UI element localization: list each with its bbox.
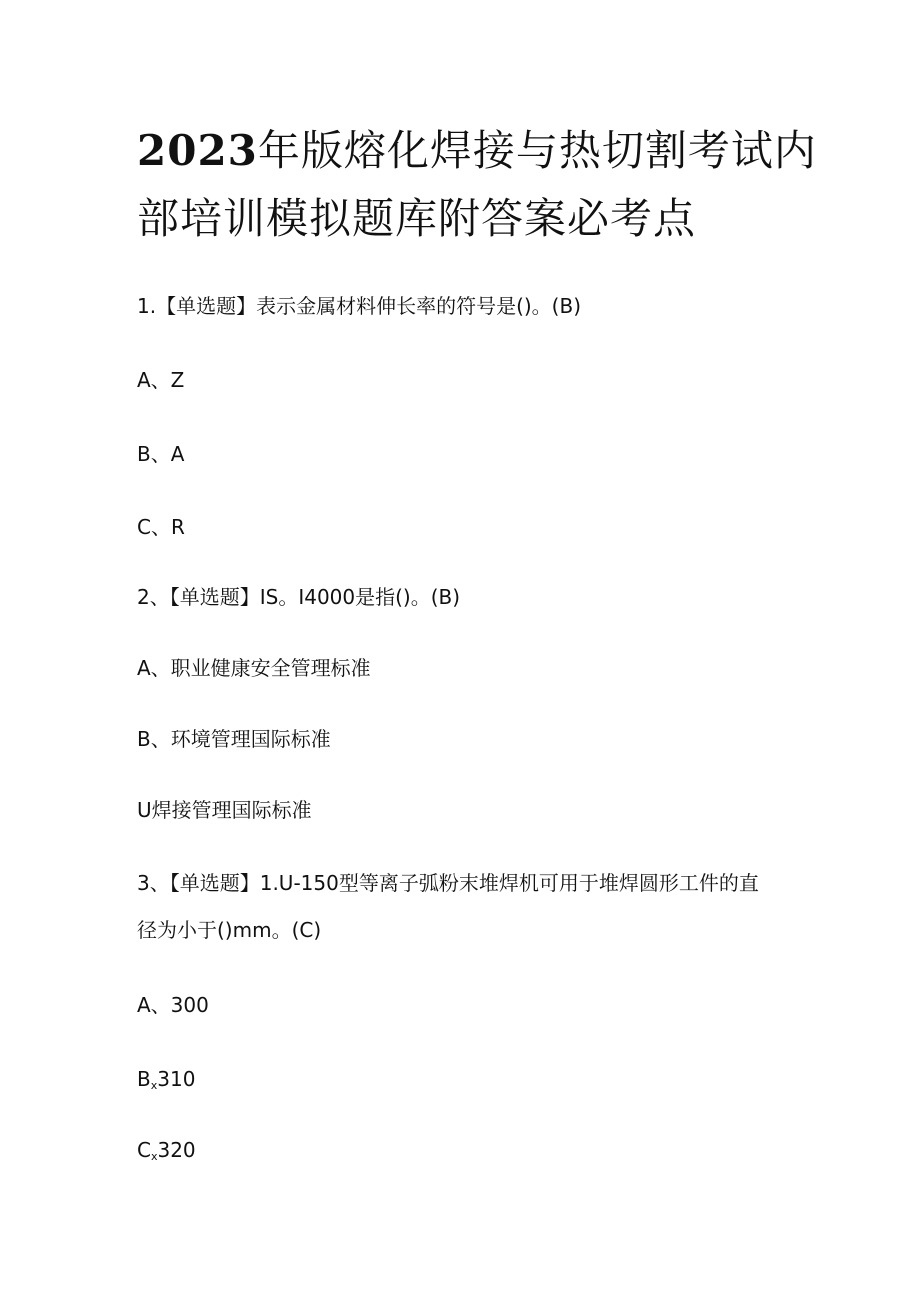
question-2-option-a: A、职业健康安全管理标准 [137,656,371,680]
question-1-option-a: A、Z [137,368,185,392]
question-3-option-b [137,1069,195,1091]
question-3-option-c [137,1140,196,1162]
title-text: 年版熔化焊接与热切割考试内 [257,126,817,175]
question-2-option-b: B、环境管理国际标准 [137,727,331,751]
question-2-option-c: U焊接管理国际标准 [137,798,312,822]
question-1-option-b: B、A [137,442,185,466]
document-title-line-1 [137,126,817,175]
document-title-line-2: 部培训模拟题库附答案必考点 [137,194,697,243]
question-3-option-a: A、300 [137,993,209,1017]
option-b-letter: B [137,1067,151,1091]
option-c-value: 320 [157,1138,196,1162]
question-1-option-c: C、R [137,515,185,539]
question-3-stem-line-1: 3、【单选题】1.U-150型等离子弧粉末堆焊机可用于堆焊圆形工件的直 [137,871,759,895]
option-c-subscript: x [150,1150,158,1163]
option-b-subscript: x [150,1079,158,1092]
option-b-value: 310 [157,1067,196,1091]
option-c-letter: C [137,1138,151,1162]
question-2-stem: 2、【单选题】IS。I4000是指()。(B) [137,585,461,609]
question-3-stem-line-2: 径为小于()mm。(C) [137,918,322,942]
title-year: 2023 [137,126,258,175]
question-1-stem: 1.【单选题】表示金属材料伸长率的符号是()。(B) [137,294,582,318]
